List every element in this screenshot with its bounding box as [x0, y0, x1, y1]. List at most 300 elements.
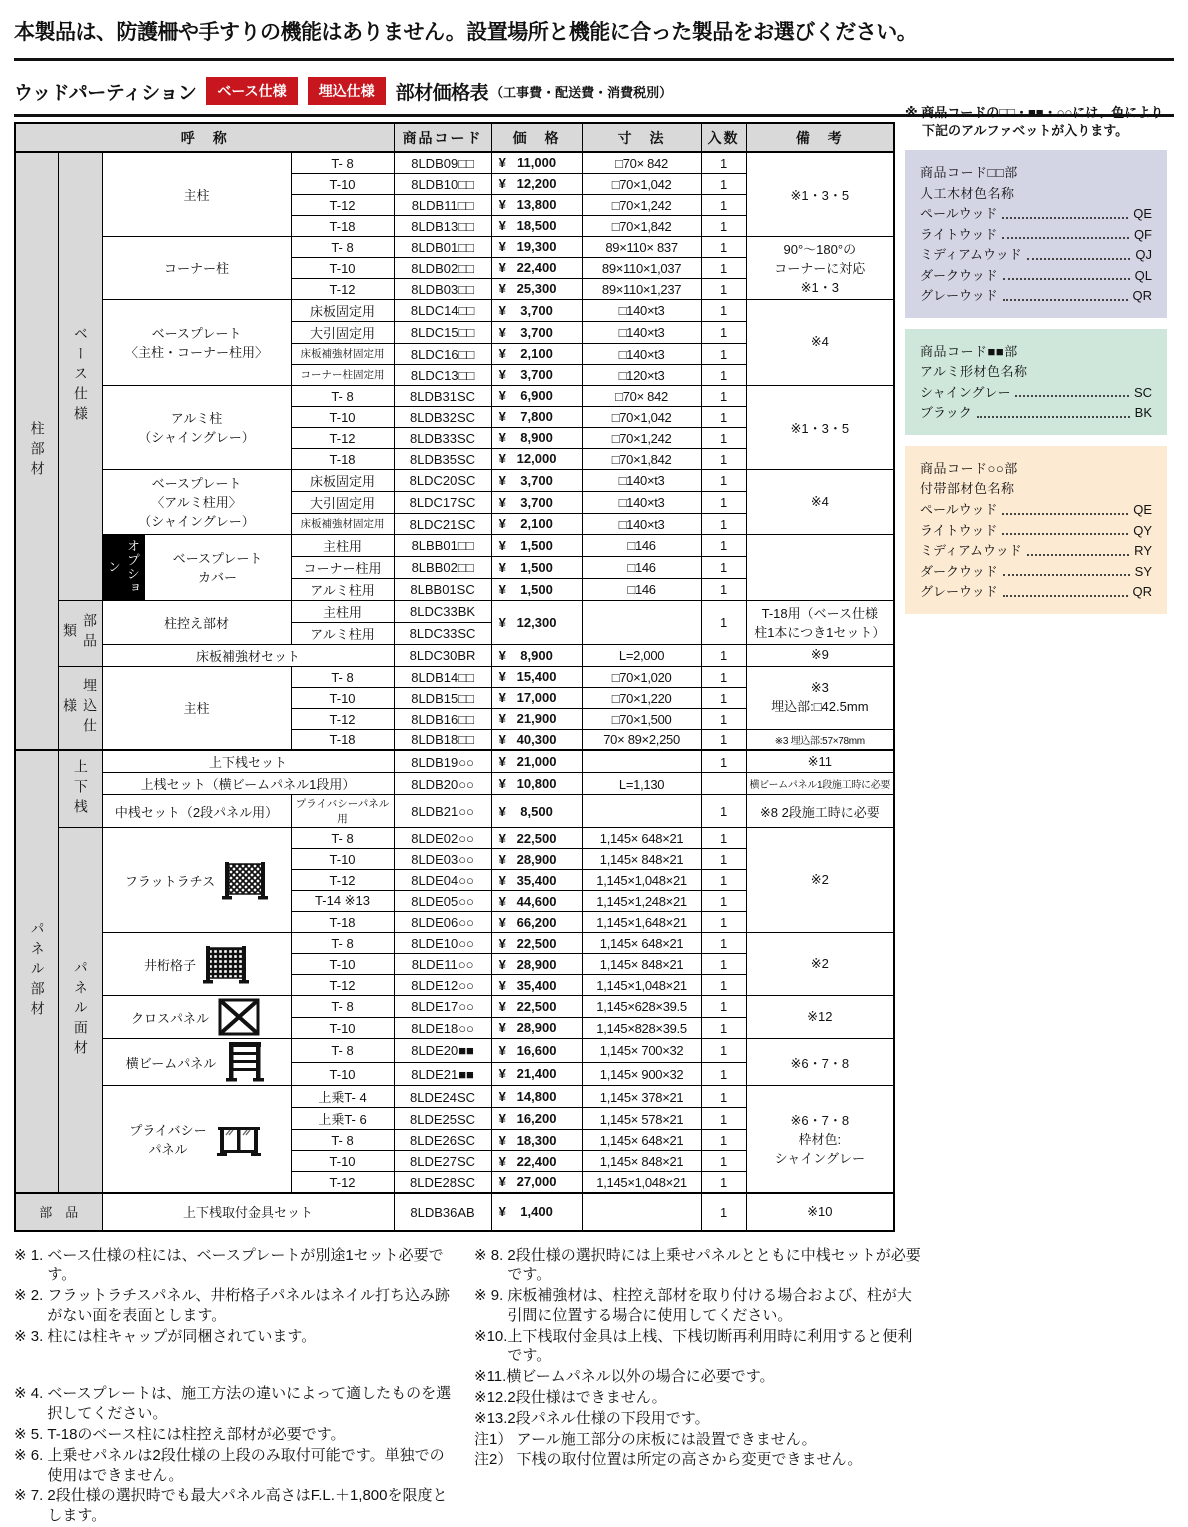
cell-dim: □140×t3 [582, 299, 701, 321]
cell-code: 8LDC21SC [394, 513, 491, 534]
color-box-aluminum [905, 329, 1167, 435]
cell-code: 8LDB14□□ [394, 666, 491, 687]
cell-price: ¥ 21,000 [491, 750, 582, 773]
cell-dim [582, 1193, 701, 1231]
color-box-code-label: 商品コード○○部 [920, 459, 1152, 480]
cell-rem: ※1・3・5 [746, 385, 894, 469]
footnote-marker: ※ 7. [14, 1486, 47, 1526]
beam-panel-icon [223, 1040, 267, 1084]
color-item [920, 225, 1152, 246]
cell-qty: 1 [701, 708, 746, 729]
cell-price: ¥ 21,900 [491, 708, 582, 729]
cell-dim: □70×1,242 [582, 427, 701, 448]
cell-qty: 1 [701, 448, 746, 469]
cell-qty: 1 [701, 1172, 746, 1193]
cell-qty: 1 [701, 849, 746, 870]
cell-dim: 1,145×1,048×21 [582, 870, 701, 891]
cell-dim: □70×1,220 [582, 687, 701, 708]
footnote-item [14, 1286, 459, 1326]
cell-sub: T-18 [291, 215, 394, 236]
color-item [920, 245, 1152, 266]
footnote-marker: ※10. [474, 1327, 507, 1367]
cell-name: 柱控え部材 [102, 600, 291, 644]
cell-code: 8LDE06○○ [394, 912, 491, 933]
cell-dim: L=1,130 [582, 773, 701, 795]
cell-price: ¥ 7,800 [491, 406, 582, 427]
color-code: QE [1133, 204, 1152, 225]
cell-price: ¥ 22,500 [491, 828, 582, 849]
cell-g1: 柱部材 [15, 152, 58, 750]
cell-qty: 1 [701, 954, 746, 975]
cell-qty: 1 [701, 1039, 746, 1063]
cell-dim: 1,145× 848×21 [582, 1151, 701, 1172]
color-code-note: ※ 商品コードの□□・■■・○○には、色により下記のアルファベットが入ります。 [905, 104, 1167, 139]
cell-price: ¥ 2,100 [491, 343, 582, 364]
cell-price: ¥ 18,300 [491, 1130, 582, 1151]
table-header-row [15, 123, 894, 152]
footnote-item [474, 1246, 924, 1286]
cell-price: ¥ 3,700 [491, 491, 582, 513]
cell-qty: 1 [701, 1193, 746, 1231]
color-box-artificial-wood [905, 150, 1167, 318]
cell-rem: ※6・7・8 [746, 1039, 894, 1086]
color-item-list [920, 204, 1152, 307]
cell-sub: T- 8 [291, 996, 394, 1018]
cell-name: 中桟セット（2段パネル用） [102, 795, 291, 828]
cell-rem: ※1・3・5 [746, 152, 894, 236]
cell-price: ¥ 1,500 [491, 556, 582, 578]
footnote-text: ベース仕様の柱には、ベースプレートが別途1セット必要です。 [47, 1246, 459, 1286]
cell-sub: T-10 [291, 954, 394, 975]
cell-code: 8LBB01□□ [394, 534, 491, 556]
footnote-text: 2段パネル仕様の下段用です。 [507, 1409, 924, 1429]
cell-code: 8LDC15□□ [394, 321, 491, 343]
footnote-text: 下桟の取付位置は所定の高さから変更できません。 [517, 1450, 924, 1470]
table-row [15, 933, 894, 954]
cell-qty: 1 [701, 534, 746, 556]
footnote-marker: ※ 1. [14, 1246, 47, 1286]
table-row [15, 299, 894, 321]
cell-sub: T-10 [291, 406, 394, 427]
cell-name: フラットラチス [102, 828, 291, 933]
cell-code: 8LDE24SC [394, 1086, 491, 1108]
cell-qty: 1 [701, 828, 746, 849]
cell-rem: 90°～180°の コーナーに対応 ※1・3 [746, 236, 894, 299]
cell-code: 8LDE18○○ [394, 1017, 491, 1039]
cell-qty: 1 [701, 1017, 746, 1039]
footnote-marker: ※ 8. [474, 1246, 507, 1286]
cell-code: 8LDE05○○ [394, 891, 491, 912]
cell-qty: 1 [701, 299, 746, 321]
dotted-leader [1015, 395, 1128, 397]
table-row [15, 600, 894, 622]
cell-qty: 1 [701, 236, 746, 257]
footnote-item [474, 1388, 924, 1408]
color-item [920, 204, 1152, 225]
cell-dim [582, 750, 701, 773]
cell-dim: 1,145× 848×21 [582, 849, 701, 870]
cell-qty: 1 [701, 578, 746, 600]
cell-sub: T-10 [291, 687, 394, 708]
spec-badge-base: ベース仕様 [206, 77, 297, 105]
table-row [15, 236, 894, 257]
footnotes [14, 1246, 1174, 1527]
cell-price: ¥ 22,500 [491, 996, 582, 1018]
cell-name3: 床板補強材セット [102, 644, 394, 666]
cell-price: ¥ 12,200 [491, 173, 582, 194]
cell-price: ¥ 22,500 [491, 933, 582, 954]
cell-name: アルミ柱 （シャイングレー） [102, 385, 291, 469]
dotted-leader [1003, 595, 1128, 597]
cell-price: ¥ 28,900 [491, 954, 582, 975]
table-row [15, 666, 894, 687]
cell-price: ¥ 11,000 [491, 152, 582, 173]
color-item [920, 562, 1152, 583]
cell-qty: 1 [701, 996, 746, 1018]
col-header-name: 呼 称 [15, 123, 394, 152]
color-name: ミディアムウッド [920, 245, 1022, 266]
col-header-code: 商品コード [394, 123, 491, 152]
cell-qty: 1 [701, 891, 746, 912]
cell-price: ¥ 3,700 [491, 321, 582, 343]
cell-sub: T- 8 [291, 1039, 394, 1063]
cell-code: 8LDC16□□ [394, 343, 491, 364]
cell-qty: 1 [701, 1062, 746, 1086]
footnote-text: 横ビームパネル以外の場合に必要です。 [506, 1367, 924, 1387]
cell-code: 8LDE27SC [394, 1151, 491, 1172]
dotted-leader [1003, 574, 1130, 576]
table-row [15, 469, 894, 491]
cell-sub: T-12 [291, 1172, 394, 1193]
footnote-item [14, 1446, 459, 1486]
color-code: QF [1134, 225, 1152, 246]
cell-g2: 上下桟 [58, 750, 102, 828]
cell-code: 8LDB33SC [394, 427, 491, 448]
color-code: QE [1133, 500, 1152, 521]
cell-qty: 1 [701, 1151, 746, 1172]
cell-dim [582, 600, 701, 644]
cell-code: 8LDB10□□ [394, 173, 491, 194]
footnote-marker: ※ 3. [14, 1327, 47, 1347]
cell-sub: T-10 [291, 1151, 394, 1172]
footnote-marker: ※ 4. [14, 1384, 47, 1424]
cell-dim: 1,145× 648×21 [582, 933, 701, 954]
cell-sub: アルミ柱用 [291, 578, 394, 600]
cell-price: ¥ 3,700 [491, 469, 582, 491]
cell-dim: 1,145× 848×21 [582, 954, 701, 975]
col-header-qty: 入数 [701, 123, 746, 152]
cell-dim: 1,145× 378×21 [582, 1086, 701, 1108]
color-name: ペールウッド [920, 204, 997, 225]
cell-code: 8LDE03○○ [394, 849, 491, 870]
spec-badge-embed: 埋込仕様 [308, 77, 386, 105]
footnote-marker: ※11. [474, 1367, 506, 1387]
cell-name: 井桁格子 [102, 933, 291, 996]
dotted-leader [1003, 299, 1128, 301]
cell-sub: T- 8 [291, 828, 394, 849]
dotted-leader [1002, 237, 1129, 239]
cell-code: 8LDB31SC [394, 385, 491, 406]
color-name: ライトウッド [920, 225, 997, 246]
cell-qty: 1 [701, 427, 746, 448]
cell-code: 8LDB35SC [394, 448, 491, 469]
cell-code: 8LDB13□□ [394, 215, 491, 236]
color-item-list [920, 383, 1152, 424]
cell-code: 8LDB03□□ [394, 278, 491, 299]
dotted-leader [1003, 278, 1130, 280]
cell-qty: 1 [701, 556, 746, 578]
color-item [920, 521, 1152, 542]
cell-sub: コーナー柱用 [291, 556, 394, 578]
cell-code: 8LDB01□□ [394, 236, 491, 257]
cell-g2: パネル面材 [58, 828, 102, 1193]
cell-code: 8LDB09□□ [394, 152, 491, 173]
cell-qty: 1 [701, 870, 746, 891]
cell-g12: 部 品 [15, 1193, 102, 1231]
cell-price: ¥ 3,700 [491, 299, 582, 321]
color-code: QL [1135, 266, 1152, 287]
cell-qty: 1 [701, 491, 746, 513]
table-row [15, 1039, 894, 1063]
cell-name: クロスパネル [102, 996, 291, 1039]
cell-dim: □70×1,842 [582, 448, 701, 469]
cell-price: ¥ 25,300 [491, 278, 582, 299]
cell-price: ¥ 35,400 [491, 870, 582, 891]
color-name: ブラック [920, 403, 972, 424]
footnote-text: 2段仕様の選択時には上乗せパネルとともに中桟セットが必要です。 [507, 1246, 924, 1286]
color-item-list [920, 500, 1152, 603]
color-code: QJ [1135, 245, 1152, 266]
cell-dim: 70× 89×2,250 [582, 729, 701, 750]
table-row [15, 795, 894, 828]
color-name: ダークウッド [920, 562, 998, 583]
cell-dim: □70× 842 [582, 152, 701, 173]
footnote-item [14, 1425, 459, 1445]
cell-sub: 上乗T- 4 [291, 1086, 394, 1108]
cell-dim: 1,145× 578×21 [582, 1108, 701, 1130]
color-box-category: 付帯部材色名称 [920, 479, 1152, 500]
cell-sub: T-18 [291, 448, 394, 469]
cell-sub: T-10 [291, 1062, 394, 1086]
cell-code: 8LDC17SC [394, 491, 491, 513]
cell-code: 8LDB19○○ [394, 750, 491, 773]
cell-sub: T-10 [291, 173, 394, 194]
cell-qty: 1 [701, 173, 746, 194]
cell-qty: 1 [701, 600, 746, 644]
color-box-code-label: 商品コード□□部 [920, 163, 1152, 184]
cell-rem: ※2 [746, 828, 894, 933]
footnote-marker: ※13. [474, 1409, 507, 1429]
cell-price: ¥ 19,300 [491, 236, 582, 257]
cell-rem: 横ビームパネル1段施工時に必要 [746, 773, 894, 795]
color-code: QY [1133, 521, 1152, 542]
cell-sub: T-12 [291, 870, 394, 891]
cell-dim: 1,145× 648×21 [582, 1130, 701, 1151]
footnote-text: 上下桟取付金具は上桟、下桟切断再利用時に利用すると便利です。 [507, 1327, 924, 1367]
cell-code: 8LDE02○○ [394, 828, 491, 849]
cell-name1: ベースプレート カバー [144, 534, 291, 600]
color-code-sidebar [905, 104, 1167, 614]
cell-qty: 1 [701, 343, 746, 364]
color-box-category: アルミ形材色名称 [920, 362, 1152, 383]
color-name: ペールウッド [920, 500, 997, 521]
cell-rem [746, 534, 894, 600]
cell-price: ¥ 10,800 [491, 773, 582, 795]
color-name: ダークウッド [920, 266, 998, 287]
cell-dim: □146 [582, 578, 701, 600]
subtitle: 部材価格表 [396, 78, 489, 105]
cell-price: ¥ 21,400 [491, 1062, 582, 1086]
color-name: グレーウッド [920, 582, 998, 603]
footnote-marker: 注2） [474, 1450, 517, 1470]
cell-dim: 1,145×1,048×21 [582, 1172, 701, 1193]
color-code: QR [1133, 582, 1153, 603]
cell-sub: 大引固定用 [291, 491, 394, 513]
cell-sub: T-18 [291, 912, 394, 933]
cell-qty: 1 [701, 975, 746, 996]
footnote-marker: 注1） [474, 1430, 517, 1450]
cell-qty: 1 [701, 795, 746, 828]
color-code: SC [1134, 383, 1152, 404]
col-header-dim: 寸 法 [582, 123, 701, 152]
cell-sub: 床板固定用 [291, 469, 394, 491]
cell-rem: ※12 [746, 996, 894, 1039]
table-row [15, 773, 894, 795]
cell-code: 8LDE20■■ [394, 1039, 491, 1063]
cell-price: ¥ 16,200 [491, 1108, 582, 1130]
cell-price: ¥ 16,600 [491, 1039, 582, 1063]
cell-price: ¥ 1,500 [491, 578, 582, 600]
footnote-text: アール施工部分の床板には設置できません。 [517, 1430, 924, 1450]
cell-rem: ※10 [746, 1193, 894, 1231]
cell-rem: ※3 埋込部:□42.5mm [746, 666, 894, 729]
cell-dim [582, 795, 701, 828]
footnote-item [474, 1327, 924, 1367]
cell-sub: T-12 [291, 427, 394, 448]
footnote-marker: ※ 9. [474, 1286, 507, 1326]
cell-price: ¥ 8,900 [491, 644, 582, 666]
cell-code: 8LDE10○○ [394, 933, 491, 954]
cell-price: ¥ 17,000 [491, 687, 582, 708]
cell-qty: 1 [701, 687, 746, 708]
cell-sub: T- 8 [291, 236, 394, 257]
footnote-text: 2段仕様の選択時でも最大パネル高さはF.L.＋1,800を限度とします。 [47, 1486, 459, 1526]
table-row [15, 152, 894, 173]
cell-sub: 大引固定用 [291, 321, 394, 343]
color-item [920, 383, 1152, 404]
cell-price: ¥ 22,400 [491, 257, 582, 278]
cell-qty: 1 [701, 321, 746, 343]
footnotes-right [474, 1246, 924, 1527]
cell-sub: 主柱用 [291, 600, 394, 622]
footnote-text: フラットラチスパネル、井桁格子パネルはネイル打ち込み跡がない面を表面とします。 [47, 1286, 459, 1326]
cell-sub: T-10 [291, 1017, 394, 1039]
cell-qty: 1 [701, 513, 746, 534]
color-name: ミディアムウッド [920, 541, 1022, 562]
cell-dim: □70×1,042 [582, 173, 701, 194]
cell-qty: 1 [701, 644, 746, 666]
footnote-item [474, 1409, 924, 1429]
cell-name: コーナー柱 [102, 236, 291, 299]
cell-sub: プライバシーパネル用 [291, 795, 394, 828]
color-box-accessory [905, 446, 1167, 614]
table-row [15, 996, 894, 1018]
cell-rem: ※6・7・8 枠材色: シャイングレー [746, 1086, 894, 1193]
cell-code: 8LDC20SC [394, 469, 491, 491]
cell-code: 8LDC33SC [394, 622, 491, 644]
footnote-item [14, 1246, 459, 1286]
cell-qty: 1 [701, 1108, 746, 1130]
cell-price: ¥ 18,500 [491, 215, 582, 236]
dotted-leader [1027, 554, 1129, 556]
color-code: RY [1134, 541, 1152, 562]
cell-dim: □120×t3 [582, 364, 701, 385]
footnote-item [474, 1450, 924, 1470]
cell-dim: □70× 842 [582, 385, 701, 406]
cell-dim: 1,145× 900×32 [582, 1062, 701, 1086]
cell-rem: ※2 [746, 933, 894, 996]
footnote-marker: ※ 6. [14, 1446, 47, 1486]
cell-name: 主柱 [102, 152, 291, 236]
cell-price: ¥ 8,900 [491, 427, 582, 448]
cell-rem: ※8 2段施工時に必要 [746, 795, 894, 828]
cell-g2: 部品類 [58, 600, 102, 666]
color-code: BK [1135, 403, 1152, 424]
cell-price: ¥ 12,000 [491, 448, 582, 469]
cell-code: 8LDE17○○ [394, 996, 491, 1018]
cell-code: 8LDB15□□ [394, 687, 491, 708]
cell-dim: 1,145× 648×21 [582, 828, 701, 849]
cell-qty: 1 [701, 729, 746, 750]
flat-lattice-icon [222, 860, 268, 900]
footnote-marker: ※12. [474, 1388, 507, 1408]
table-row [15, 385, 894, 406]
cell-dim: 1,145×1,648×21 [582, 912, 701, 933]
cell-price: ¥ 28,900 [491, 1017, 582, 1039]
cell-dim: □70×1,500 [582, 708, 701, 729]
cell-code: 8LDC30BR [394, 644, 491, 666]
cell-price: ¥ 13,800 [491, 194, 582, 215]
cell-sub: T- 8 [291, 385, 394, 406]
cell-name: 主柱 [102, 666, 291, 750]
table-row [15, 644, 894, 666]
cell-price: ¥ 3,700 [491, 364, 582, 385]
cell-price: ¥ 6,900 [491, 385, 582, 406]
color-item [920, 403, 1152, 424]
cell-price: ¥ 44,600 [491, 891, 582, 912]
cell-price: ¥ 40,300 [491, 729, 582, 750]
footnote-item [14, 1327, 459, 1347]
footnote-marker: ※ 2. [14, 1286, 47, 1326]
cell-code: 8LDE04○○ [394, 870, 491, 891]
cell-price: ¥ 27,000 [491, 1172, 582, 1193]
cell-name: 横ビームパネル [102, 1039, 291, 1086]
cell-price: ¥ 28,900 [491, 849, 582, 870]
footnote-text: 床板補強材は、柱控え部材を取り付ける場合および、柱が大引間に位置する場合に使用してください。 [507, 1286, 924, 1326]
cell-dim: 1,145× 700×32 [582, 1039, 701, 1063]
cell-code: 8LDE21■■ [394, 1062, 491, 1086]
cell-dim: 89×110×1,237 [582, 278, 701, 299]
footnote-text: ベースプレートは、施工方法の違いによって適したものを選択してください。 [47, 1384, 459, 1424]
cell-name3: 上下桟セット [102, 750, 394, 773]
cell-price: ¥ 1,500 [491, 534, 582, 556]
table-row [15, 1086, 894, 1108]
cell-code: 8LDB11□□ [394, 194, 491, 215]
cell-code: 8LDE28SC [394, 1172, 491, 1193]
color-item [920, 286, 1152, 307]
cell-rem: ※11 [746, 750, 894, 773]
cell-sub: 床板補強材固定用 [291, 343, 394, 364]
